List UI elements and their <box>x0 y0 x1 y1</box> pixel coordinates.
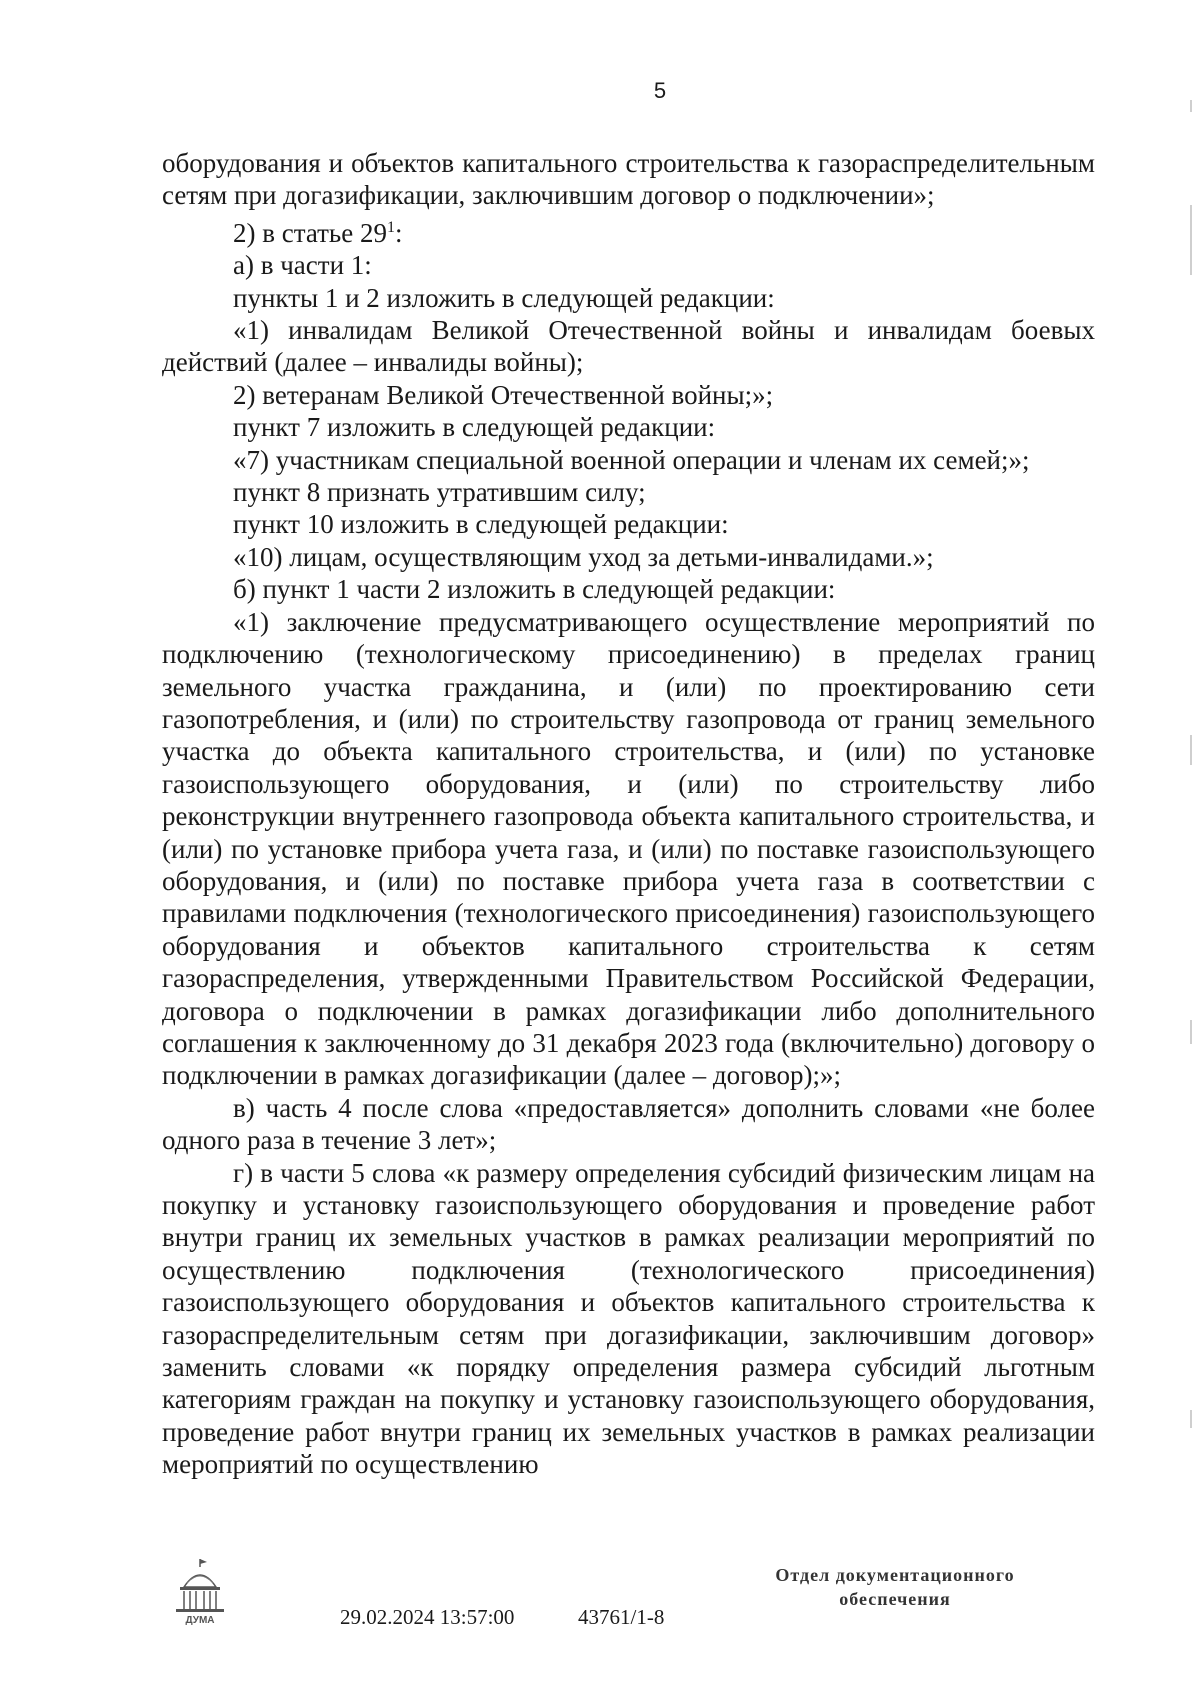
paragraph: а) в части 1: <box>233 250 372 281</box>
paragraph: «1) заключение предусматривающего осуществление мероприятий по подключению (технологическому присоединению) в пределах границ земельного участка гражданина, и (или) по проектированию сети газопотребления, и (или) по строительству газопровода от границ земельного участка до объекта капитального строительства, и (или) по установке газоиспользующего оборудования, и (или) по строительству либо реконструкции внутреннего газопровода объекта капитального строительства, и (или) по установке прибора учета газа, и (или) по поставке газоиспользующего оборудования, и (или) по поставке прибора учета газа в соответствии с правилами подключения (технологического присоединения) газоиспользующего оборудования и объектов капитального строительства к сетям газораспределения, утвержденными Правительством Российской Федерации, договора о подключении в рамках догазификации либо дополнительного соглашения к заключенному до 31 декабря 2023 года (включительно) договору о подключении в рамках догазификации (далее – договор);»; <box>162 606 1095 1091</box>
scan-artifact <box>1190 100 1192 112</box>
paragraph: пункт 7 изложить в следующей редакции: <box>233 412 716 443</box>
paragraph: оборудования и объектов капитального строительства к газораспределительным сетям при догазификации, заключившим договор о подключении»; <box>162 148 1095 211</box>
paragraph: б) пункт 1 части 2 изложить в следующей редакции: <box>233 574 836 605</box>
scan-artifact <box>1190 735 1192 765</box>
paragraph: пункт 10 изложить в следующей редакции: <box>233 509 729 540</box>
page-number: 5 <box>653 78 667 103</box>
stamp-line: обеспечения <box>839 1589 951 1609</box>
paragraph <box>162 212 1095 249</box>
logo-text: ДУМА <box>185 1615 215 1626</box>
paragraph-text: 2) в статье 29 <box>233 217 387 248</box>
footer-datetime: 29.02.2024 13:57:00 <box>340 1605 515 1629</box>
scan-artifact <box>1190 205 1192 275</box>
document-body <box>162 147 1095 1481</box>
department-stamp <box>750 1563 1040 1611</box>
paragraph: «10) лицам, осуществляющим уход за детьми-инвалидами.»; <box>233 541 934 572</box>
scan-artifact <box>1190 1410 1192 1428</box>
paragraph: 2) ветеранам Великой Отечественной войны;»; <box>233 379 774 410</box>
stamp-line: Отдел документационного <box>775 1565 1015 1585</box>
paragraph-tail: : <box>394 217 403 248</box>
page-footer <box>0 1545 1200 1665</box>
duma-logo-icon <box>172 1557 228 1627</box>
paragraph: г) в части 5 слова «к размеру определения субсидий физическим лицам на покупку и установку газоиспользующего оборудования и проведение работ внутри границ их земельных участков в рамках реализации мероприятий по осуществлению подключения (технологического присоединения) газоиспользующего оборудования и объектов капитального строительства к газораспределительным сетям при догазификации, заключившим договор» заменить словами «к порядку определения размера субсидий льготным категориям граждан на покупку и установку газоиспользующего оборудования, проведение работ внутри границ их земельных участков в рамках реализации мероприятий по осуществлению <box>162 1157 1095 1480</box>
paragraph: «7) участникам специальной военной операции и членам их семей;»; <box>233 444 1030 475</box>
scan-artifact <box>1190 1020 1192 1044</box>
footer-doc-code: 43761/1-8 <box>578 1605 665 1629</box>
superscript: 1 <box>386 218 395 236</box>
paragraph: пункты 1 и 2 изложить в следующей редакции: <box>233 282 775 313</box>
paragraph: в) часть 4 после слова «предоставляется» дополнить словами «не более одного раза в течение 3 лет»; <box>162 1092 1095 1156</box>
paragraph: «1) инвалидам Великой Отечественной войны и инвалидам боевых действий (далее – инвалиды войны); <box>162 315 1095 378</box>
paragraph: пункт 8 признать утратившим силу; <box>233 477 646 508</box>
